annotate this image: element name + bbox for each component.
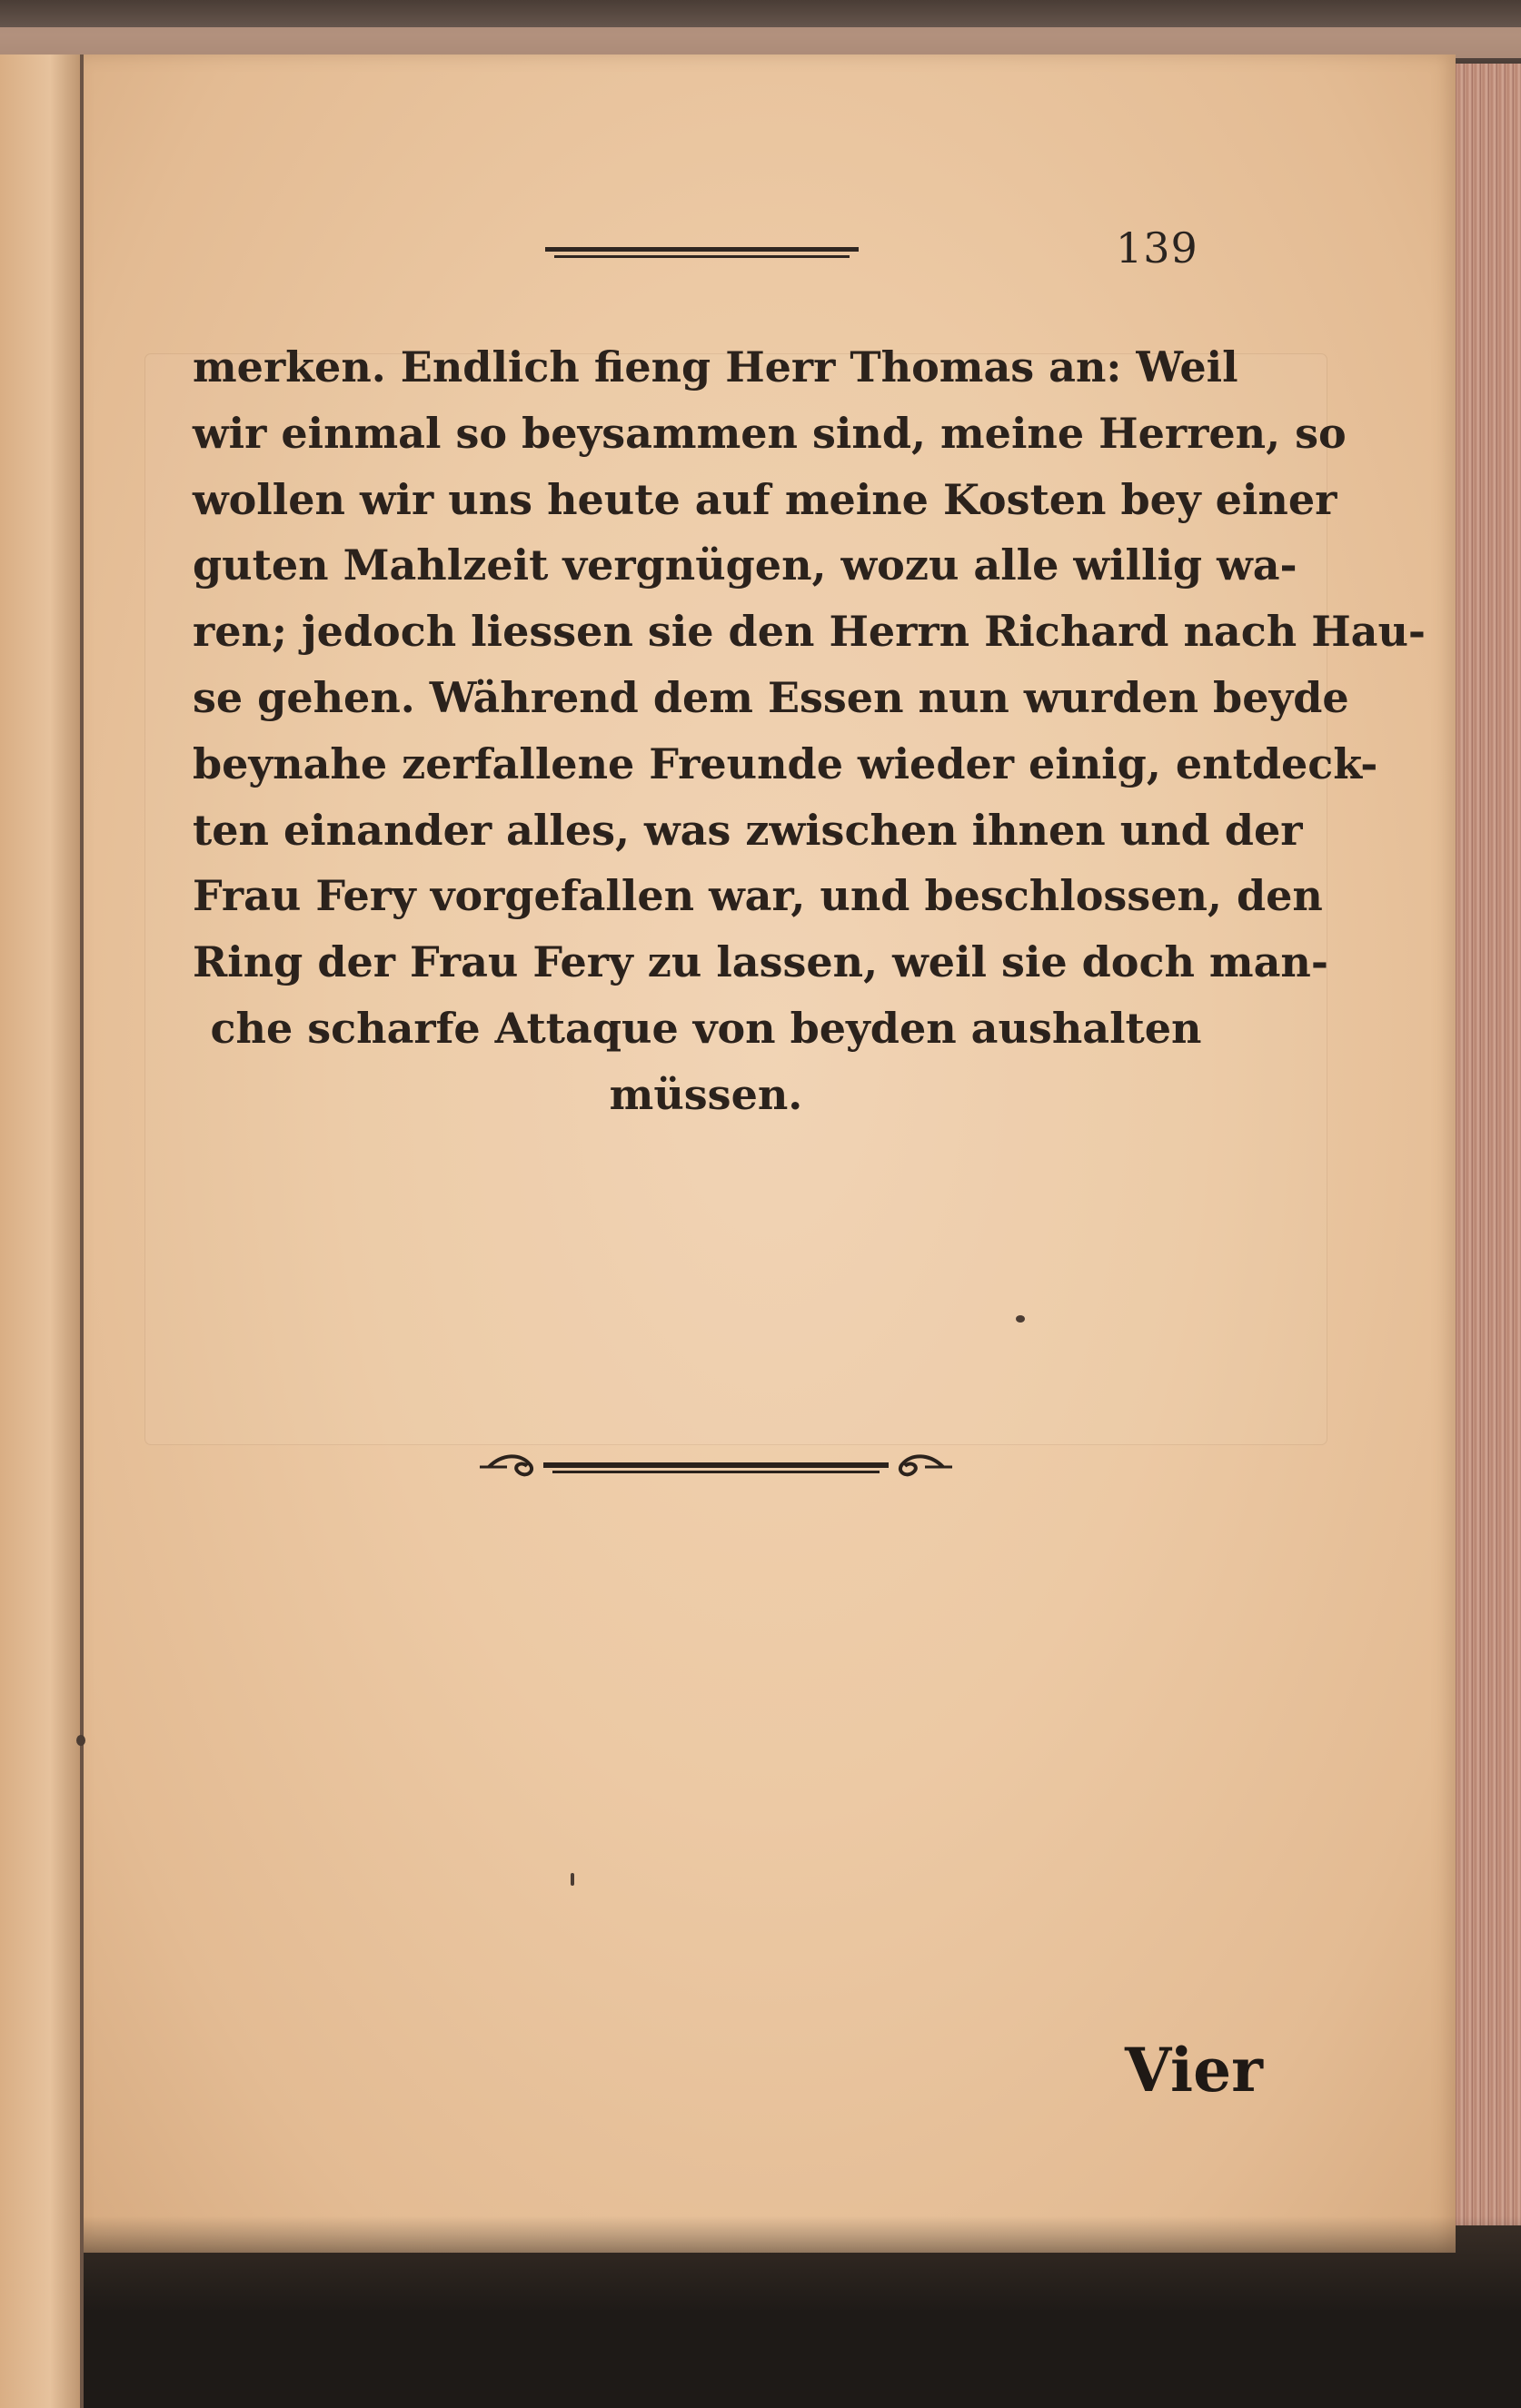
facing-page-edge bbox=[0, 55, 84, 2408]
header-rule-icon bbox=[545, 247, 859, 262]
text-line: wir einmal so beysammen sind, meine Herren, so bbox=[193, 408, 1347, 458]
book-top-edge-highlight bbox=[0, 27, 1521, 58]
text-line: wollen wir uns heute auf meine Kosten bey einer bbox=[193, 474, 1337, 524]
text-line: Ring der Frau Fery zu lassen, weil sie doch man- bbox=[193, 937, 1328, 987]
page-number: 139 bbox=[1116, 223, 1198, 273]
text-line: guten Mahlzeit vergnügen, wozu alle willig wa- bbox=[193, 540, 1297, 590]
text-line: ten einander alles, was zwischen ihnen und der bbox=[193, 805, 1303, 855]
body-text bbox=[193, 334, 1426, 1128]
text-line: ren; jedoch liessen sie den Herrn Richard nach Hau- bbox=[193, 607, 1426, 657]
paper-speck bbox=[571, 1873, 574, 1886]
header-rule-bar-thin bbox=[554, 255, 850, 258]
paper-speck bbox=[1016, 1315, 1025, 1323]
header-rule-bar bbox=[545, 247, 859, 252]
text-line: se gehen. Während dem Essen nun wurden beyde bbox=[193, 672, 1349, 722]
text-line-final: müssen. bbox=[609, 1069, 803, 1119]
text-line: che scharfe Attaque von beyden aushalten bbox=[210, 1003, 1202, 1053]
page-bottom-shadow bbox=[84, 2216, 1521, 2408]
paper-speck bbox=[76, 1735, 85, 1746]
end-flourish-icon bbox=[480, 1444, 952, 1490]
catchword: Vier bbox=[1125, 2035, 1263, 2106]
text-line: Frau Fery vorgefallen war, und beschlossen, den bbox=[193, 871, 1323, 921]
text-line: beynahe zerfallene Freunde wieder einig, entdeck- bbox=[193, 738, 1378, 788]
text-line: merken. Endlich fieng Herr Thomas an: Weil bbox=[193, 342, 1238, 391]
